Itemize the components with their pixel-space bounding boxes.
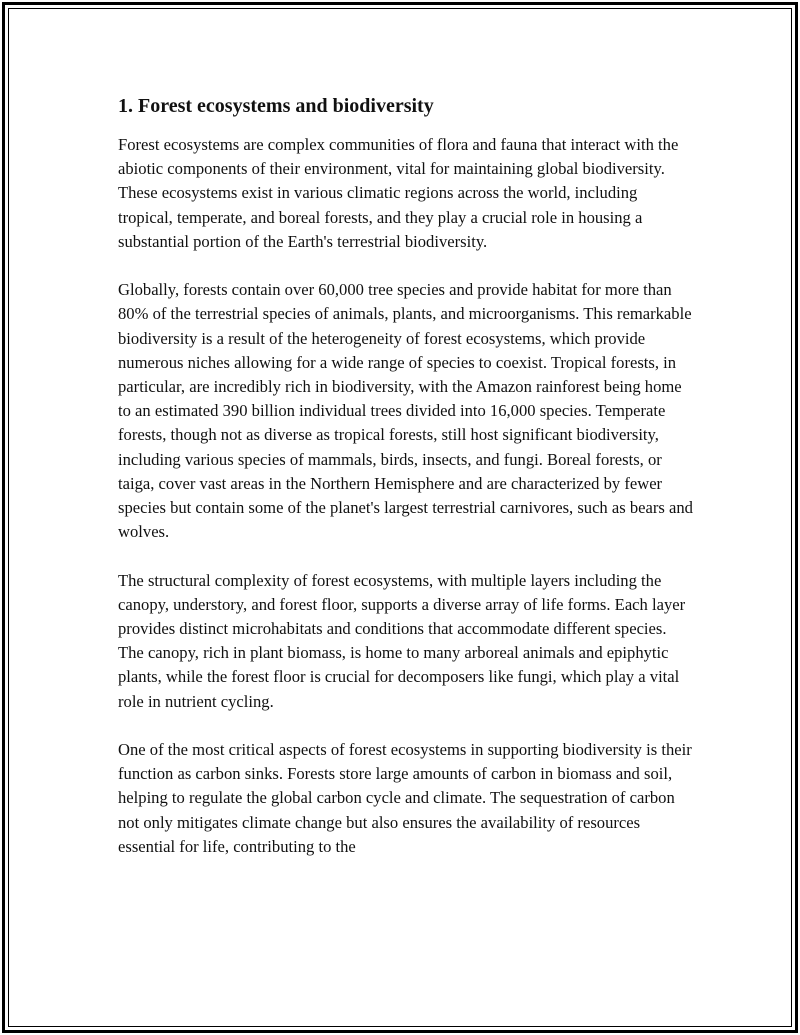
paragraph-structural-complexity: The structural complexity of forest ecosystems, with multiple layers including the canopy, understory, and forest floor, supports a diverse array of life forms. Each layer provides distinct microhabitats and conditions that accommodate different species. The canopy, rich in plant biomass, is home to many arboreal animals and epiphytic plants, while the forest floor is crucial for decomposers like fungi, which play a vital role in nutrient cycling. (118, 570, 686, 711)
section-heading: 1. Forest ecosystems and biodiversity (118, 95, 434, 117)
document-body (118, 93, 693, 883)
paragraph-intro: Forest ecosystems are complex communities of flora and fauna that interact with the abiotic components of their environment, vital for maintaining global biodiversity. These ecosystems exist in various climatic regions across the world, including tropical, temperate, and boreal forests, and they play a crucial role in housing a substantial portion of the Earth's terrestrial biodiversity. (118, 135, 679, 251)
paragraph-global-diversity: Globally, forests contain over 60,000 tree species and provide habitat for more than 80% of the terrestrial species of animals, plants, and microorganisms. This remarkable biodiversity is a result of the heterogeneity of forest ecosystems, which provide numerous niches allowing for a wide range of species to coexist. Tropical forests, in particular, are incredibly rich in biodiversity, with the Amazon rainforest being home to an estimated 390 billion individual trees divided into 16,000 species. Temperate forests, though not as diverse as tropical forests, still host significant biodiversity, including various species of mammals, birds, insects, and fungi. Boreal forests, or taiga, cover vast areas in the Northern Hemisphere and are characterized by fewer species but contain some of the planet's largest terrestrial carnivores, such as bears and wolves. (118, 280, 693, 542)
paragraph-carbon-sinks: One of the most critical aspects of forest ecosystems in supporting biodiversity is their function as carbon sinks. Forests store large amounts of carbon in biomass and soil, helping to regulate the global carbon cycle and climate. The sequestration of carbon not only mitigates climate change but also ensures the availability of resources essential for life, contributing to the (118, 740, 692, 856)
